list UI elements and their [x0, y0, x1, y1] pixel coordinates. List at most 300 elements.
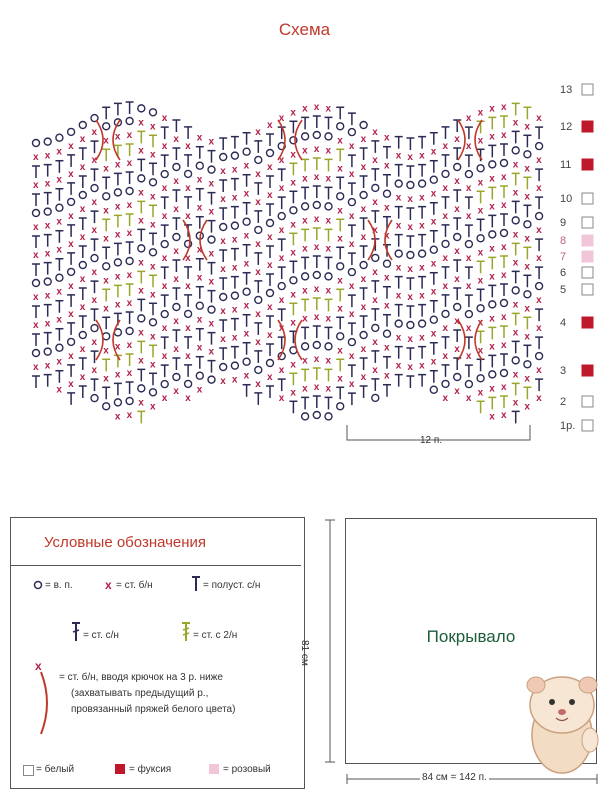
sc-stitch: x	[313, 102, 320, 113]
sc-stitch: x	[477, 205, 484, 217]
chain-stitch	[430, 176, 437, 183]
legend-tr: = ст. с 2/н	[193, 630, 238, 641]
sc-stitch: x	[313, 354, 320, 365]
sc-stitch: x	[512, 327, 519, 339]
sc-stitch: x	[348, 141, 355, 153]
chain-stitch	[220, 224, 227, 231]
chain-symbol-icon	[33, 580, 43, 590]
sc-stitch: x	[313, 382, 320, 393]
sc-stitch: x	[103, 373, 109, 385]
row-label: 8	[560, 235, 567, 247]
chain-stitch	[114, 189, 121, 196]
sc-stitch: x	[103, 275, 109, 287]
sc-stitch: x	[161, 351, 168, 363]
sc-stitch: x	[185, 252, 191, 264]
sc-stitch: x	[360, 302, 367, 313]
sc-stitch: x	[56, 356, 62, 368]
sc-stitch: x	[384, 300, 390, 312]
sc-stitch: x	[161, 253, 168, 265]
sc-stitch: x	[114, 341, 121, 353]
chain-stitch	[126, 188, 133, 195]
sc-stitch: x	[150, 261, 156, 273]
sc-stitch: x	[442, 350, 449, 362]
chain-stitch	[33, 140, 40, 147]
sc-stitch: x	[173, 204, 179, 215]
chain-stitch	[79, 192, 86, 199]
chain-stitch	[161, 241, 168, 248]
spike-arc	[295, 320, 302, 360]
chain-stitch	[465, 171, 472, 178]
chain-stitch	[290, 277, 297, 284]
sc-stitch: x	[44, 150, 51, 162]
chain-stitch	[442, 310, 449, 317]
sc-stitch: x	[208, 136, 215, 148]
sc-stitch: x	[33, 250, 39, 261]
sc-stitch: x	[337, 373, 343, 385]
sc-stitch: x	[442, 140, 449, 152]
chain-stitch	[231, 362, 238, 369]
sc-stitch: x	[384, 272, 390, 284]
sc-stitch: x	[161, 281, 168, 293]
sc-stitch: x	[477, 107, 484, 119]
sc-stitch: x	[372, 364, 378, 376]
sc-stitch: x	[185, 350, 191, 362]
chain-stitch	[196, 162, 203, 169]
chain-stitch	[44, 278, 51, 285]
chain-stitch	[372, 324, 379, 331]
sc-stitch: x	[68, 308, 74, 320]
chain-stitch	[278, 213, 285, 220]
chain-stitch	[161, 311, 168, 318]
sc-stitch: x	[44, 290, 51, 302]
chain-stitch	[536, 283, 543, 290]
chain-stitch	[348, 269, 355, 276]
sc-stitch: x	[114, 201, 121, 213]
sc-stitch: x	[302, 103, 308, 115]
sc-stitch: x	[302, 383, 308, 395]
chain-stitch	[278, 283, 285, 290]
chain-stitch	[150, 109, 157, 116]
blanket-height: 81 см	[299, 640, 310, 666]
legend-spike-2: (захватывать предыдущий р.,	[71, 688, 209, 699]
sc-stitch: x	[231, 374, 238, 386]
sc-stitch: x	[231, 304, 238, 316]
legend-spike-1: = ст. б/н, вводя крючок на 3 р. ниже	[59, 672, 223, 683]
chain-stitch	[395, 250, 402, 257]
chain-stitch	[419, 250, 426, 257]
sc-stitch: x	[126, 158, 133, 169]
sc-stitch: x	[302, 145, 308, 157]
fuchsia-swatch	[115, 764, 125, 774]
sc-stitch: x	[173, 274, 179, 285]
sc-stitch: x	[255, 168, 261, 180]
sc-stitch: x	[465, 253, 472, 265]
chain-stitch	[302, 273, 309, 280]
chain-stitch	[114, 259, 121, 266]
sc-stitch: x	[185, 280, 191, 292]
sc-stitch: x	[302, 243, 308, 255]
sc-stitch: x	[231, 332, 238, 344]
chain-stitch	[337, 123, 344, 130]
sc-stitch: x	[161, 393, 168, 405]
chain-stitch	[477, 235, 484, 242]
sc-stitch: x	[126, 228, 133, 239]
chain-stitch	[465, 381, 472, 388]
chain-stitch	[243, 288, 250, 295]
chain-stitch	[103, 263, 110, 270]
chain-stitch	[325, 343, 332, 350]
row-color-swatch	[582, 267, 593, 278]
chain-stitch	[33, 350, 40, 357]
sc-stitch: x	[267, 232, 273, 243]
white-swatch	[23, 765, 34, 776]
chain-stitch	[302, 133, 309, 140]
chain-stitch	[419, 320, 426, 327]
sc-stitch: x	[360, 162, 367, 173]
sc-stitch: x	[489, 201, 495, 213]
sc-stitch: x	[126, 410, 133, 421]
sc-stitch: x	[501, 382, 507, 393]
sc-stitch: x	[325, 215, 332, 227]
row-label: 6	[560, 267, 567, 279]
chain-stitch	[419, 180, 426, 187]
chain-stitch	[44, 348, 51, 355]
chain-stitch	[489, 371, 496, 378]
sc-stitch: x	[68, 280, 74, 292]
sc-stitch: x	[384, 202, 390, 214]
chain-stitch	[512, 147, 519, 154]
sc-stitch: x	[243, 300, 250, 312]
sc-stitch: x	[360, 134, 367, 145]
row-color-swatch	[582, 159, 593, 170]
sc-stitch: x	[501, 410, 507, 421]
sc-stitch: x	[33, 362, 39, 373]
sc-stitch: x	[501, 270, 507, 281]
sc-stitch: x	[419, 192, 425, 204]
sc-stitch: x	[430, 146, 437, 158]
sc-stitch: x	[150, 359, 156, 371]
sc-stitch: x	[419, 220, 425, 232]
sc-stitch: x	[56, 244, 62, 256]
chain-stitch	[302, 413, 309, 420]
sc-stitch: x	[325, 383, 332, 395]
sc-stitch: x	[524, 373, 530, 385]
chain-stitch	[79, 262, 86, 269]
sc-stitch: x	[44, 220, 51, 232]
sc-stitch: x	[430, 328, 437, 340]
sc-stitch: x	[196, 272, 203, 284]
sc-stitch: x	[161, 211, 168, 223]
sc-stitch: x	[126, 270, 133, 281]
sc-stitch: x	[395, 360, 402, 372]
sc-stitch: x	[196, 202, 203, 214]
chain-stitch	[501, 370, 508, 377]
sc-stitch: x	[348, 309, 355, 321]
sc-stitch: x	[290, 107, 296, 119]
sc-stitch: x	[33, 180, 39, 191]
chain-stitch	[150, 319, 157, 326]
sc-stitch: x	[430, 258, 437, 270]
sc-stitch: x	[384, 230, 390, 242]
sc-stitch: x	[185, 392, 191, 404]
sc-stitch: x	[126, 368, 133, 379]
sc-stitch: x	[150, 219, 156, 231]
chain-stitch	[91, 395, 98, 402]
sc-stitch: x	[255, 196, 261, 208]
chain-stitch	[185, 380, 192, 387]
sc-stitch: x	[442, 280, 449, 292]
sc-stitch: x	[384, 160, 390, 172]
sc-stitch: x	[489, 243, 495, 255]
chain-stitch	[395, 320, 402, 327]
sc-stitch: x	[278, 365, 285, 377]
chain-stitch	[313, 272, 320, 279]
sc-stitch: x	[290, 247, 296, 259]
chain-stitch	[501, 300, 508, 307]
chain-stitch	[407, 322, 414, 329]
chain-stitch	[407, 252, 414, 259]
sc-stitch: x	[337, 135, 343, 147]
sc-stitch: x	[512, 229, 519, 241]
sc-stitch: x	[325, 285, 332, 297]
sc-stitch: x	[536, 295, 542, 307]
sc-stitch: x	[278, 183, 285, 195]
sc-stitch: x	[68, 140, 74, 152]
chain-stitch	[465, 241, 472, 248]
chain-stitch	[313, 342, 320, 349]
sc-stitch: x	[126, 200, 133, 211]
sc-stitch: x	[536, 393, 542, 405]
sc-stitch: x	[454, 134, 460, 145]
sc-stitch: x	[208, 248, 215, 260]
pink-swatch	[209, 764, 219, 774]
row-color-swatch	[582, 317, 593, 328]
sc-stitch: x	[360, 372, 367, 383]
hdc-symbol-icon	[191, 575, 201, 593]
row-color-swatch	[582, 284, 593, 295]
sc-stitch: x	[243, 188, 250, 200]
sc-stitch: x	[138, 215, 144, 227]
sc-stitch: x	[302, 173, 308, 185]
row-label: 3	[560, 365, 567, 377]
sc-stitch: x	[395, 262, 402, 274]
sc-stitch: x	[220, 236, 226, 247]
sc-stitch: x	[79, 204, 86, 215]
chain-stitch	[208, 166, 215, 173]
sc-stitch: x	[173, 386, 179, 397]
chain-stitch	[161, 171, 168, 178]
sc-stitch: x	[372, 154, 378, 166]
sc-stitch: x	[278, 113, 285, 125]
chain-stitch	[231, 292, 238, 299]
sc-stitch: x	[313, 172, 320, 183]
chain-stitch	[267, 290, 274, 297]
sc-stitch: x	[56, 216, 62, 228]
sc-stitch: x	[454, 204, 460, 215]
sc-stitch: x	[536, 365, 542, 377]
sc-stitch: x	[465, 113, 472, 125]
chain-stitch	[337, 333, 344, 340]
chain-stitch	[360, 262, 367, 269]
legend-pink: = розовый	[223, 764, 271, 775]
chain-stitch	[512, 287, 519, 294]
chain-stitch	[501, 230, 508, 237]
chain-stitch	[524, 151, 531, 158]
sc-stitch: x	[348, 379, 355, 391]
sc-stitch: x	[419, 360, 425, 372]
sc-stitch: x	[231, 234, 238, 246]
sc-stitch: x	[267, 190, 273, 201]
sc-stitch: x	[407, 194, 413, 205]
chain-stitch	[360, 192, 367, 199]
chain-stitch	[91, 255, 98, 262]
sc-stitch: x	[243, 160, 250, 172]
chain-stitch	[372, 254, 379, 261]
sc-stitch: x	[419, 290, 425, 302]
sc-stitch: x	[68, 210, 74, 222]
row-color-swatch	[582, 396, 593, 407]
chain-stitch	[114, 399, 121, 406]
chain-stitch	[255, 156, 262, 163]
sc-stitch: x	[512, 117, 519, 129]
sc-stitch: x	[278, 295, 285, 307]
sc-stitch: x	[68, 350, 74, 362]
chain-stitch	[325, 273, 332, 280]
sc-stitch: x	[419, 150, 425, 162]
chain-stitch	[360, 332, 367, 339]
sc-stitch: x	[524, 191, 530, 203]
tr-symbol-icon	[181, 621, 191, 643]
sc-stitch: x	[56, 384, 62, 396]
chain-stitch	[56, 204, 63, 211]
sc-stitch: x	[489, 411, 495, 423]
sc-stitch: x	[325, 103, 332, 115]
sc-stitch: x	[465, 183, 472, 195]
sc-stitch: x	[173, 134, 179, 145]
row-color-swatch	[582, 365, 593, 376]
chain-stitch	[220, 294, 227, 301]
sc-stitch: x	[290, 289, 296, 301]
chain-stitch	[44, 208, 51, 215]
sc-stitch: x	[138, 327, 144, 339]
chain-stitch	[208, 236, 215, 243]
sc-stitch: x	[173, 316, 179, 327]
chain-stitch	[384, 190, 391, 197]
sc-stitch: x	[220, 376, 226, 387]
sc-stitch: x	[79, 232, 86, 243]
chain-stitch	[384, 260, 391, 267]
chain-stitch	[68, 268, 75, 275]
sc-stitch: x	[231, 192, 238, 204]
chain-stitch	[231, 152, 238, 159]
chain-stitch	[138, 245, 145, 252]
sc-stitch: x	[278, 393, 285, 405]
sc-stitch: x	[255, 266, 261, 278]
row-label: 2	[560, 396, 567, 408]
legend-hdc: = полуст. с/н	[203, 580, 261, 591]
chain-stitch	[313, 132, 320, 139]
sc-stitch: x	[454, 246, 460, 257]
sc-stitch: x	[138, 285, 144, 297]
chain-stitch	[442, 380, 449, 387]
chain-stitch	[348, 129, 355, 136]
sc-stitch: x	[372, 266, 378, 278]
chain-stitch	[56, 274, 63, 281]
sc-stitch: x	[278, 323, 285, 335]
chain-stitch	[79, 122, 86, 129]
sc-stitch: x	[395, 220, 402, 232]
chain-stitch	[454, 234, 461, 241]
row-label: 12	[560, 121, 573, 133]
sc-stitch: x	[220, 264, 226, 275]
row-label: 11	[560, 159, 572, 171]
spike-arc	[113, 320, 120, 360]
sc-stitch: x	[208, 346, 215, 358]
sc-stitch: x	[348, 169, 355, 181]
sc-stitch: x	[477, 247, 484, 259]
chain-stitch	[56, 344, 63, 351]
sc-stitch: x	[126, 298, 133, 309]
sc-stitch: x	[302, 313, 308, 325]
sc-stitch: x	[407, 222, 413, 233]
sc-stitch: x	[477, 345, 484, 357]
sc-stitch: x	[44, 178, 51, 190]
sc-stitch: x	[372, 126, 378, 138]
chain-stitch	[126, 118, 133, 125]
chain-stitch	[255, 366, 262, 373]
sc-stitch: x	[290, 149, 296, 161]
sc-stitch: x	[454, 386, 460, 397]
chain-stitch	[255, 226, 262, 233]
sc-stitch: x	[313, 214, 320, 225]
chain-stitch	[524, 361, 531, 368]
sc-stitch: x	[501, 312, 507, 323]
sc-stitch: x	[290, 177, 296, 189]
chain-stitch	[126, 258, 133, 265]
sc-stitch: x	[79, 162, 86, 173]
sc-stitch: x	[150, 149, 156, 161]
chain-stitch	[243, 218, 250, 225]
chain-stitch	[372, 184, 379, 191]
chain-stitch	[536, 213, 543, 220]
chain-stitch	[395, 180, 402, 187]
sc-stitch: x	[395, 192, 402, 204]
chain-stitch	[208, 306, 215, 313]
legend-white: = белый	[36, 764, 75, 775]
sc-stitch: x	[150, 121, 156, 133]
sc-stitch: x	[103, 135, 109, 147]
sc-stitch: x	[348, 211, 355, 223]
legend-header	[11, 518, 301, 566]
sc-stitch: x	[56, 146, 62, 158]
sc-stitch: x	[255, 336, 261, 348]
chain-stitch	[79, 332, 86, 339]
sc-stitch: x	[407, 152, 413, 163]
sc-stitch: x	[290, 317, 296, 329]
chain-stitch	[337, 193, 344, 200]
chain-stitch	[348, 199, 355, 206]
sc-stitch: x	[395, 332, 402, 344]
chain-stitch	[173, 374, 180, 381]
sc-stitch: x	[512, 257, 519, 269]
sc-stitch: x	[477, 135, 484, 147]
sc-stitch: x	[313, 242, 320, 253]
sc-stitch: x	[161, 141, 168, 153]
sc-stitch: x	[196, 132, 203, 144]
sc-stitch: x	[325, 313, 332, 325]
sc-stitch: x	[150, 401, 156, 413]
legend-title: Условные обозначения	[44, 534, 207, 551]
